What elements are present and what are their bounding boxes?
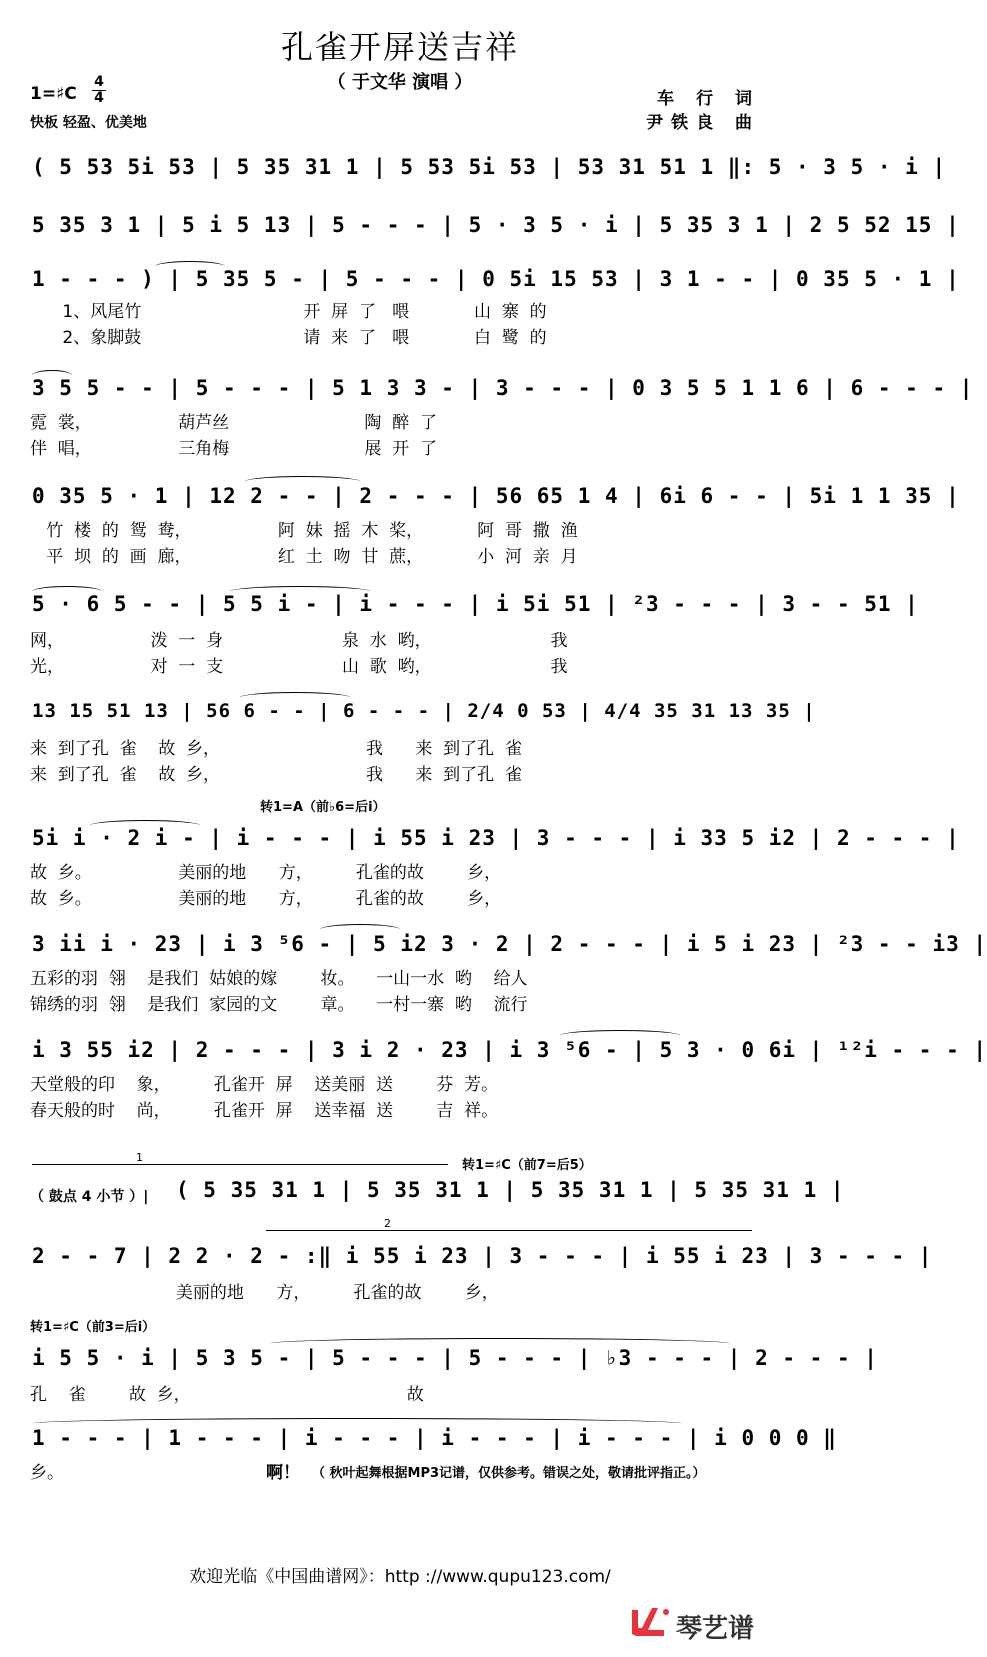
lyric-verse-1: 竹 楼 的 鸳 鸯， 阿 妹 摇 木 桨， 阿 哥 撒 渔 <box>30 521 578 541</box>
lyric-verse-1: 网， 泼 一 身 泉 水 哟， 我 <box>30 631 568 651</box>
time-bottom: 4 <box>94 90 104 106</box>
lyric-line: 美丽的地 方， 孔雀的故 乡， <box>30 1283 499 1303</box>
lyric-verse-2: 春天般的时 尚， 孔雀开 屏 送幸福 送 吉 祥。 <box>30 1101 499 1121</box>
time-top: 4 <box>94 74 104 90</box>
notes-line: ( 5 53 5i 53 | 5 35 31 1 | 5 53 5i 53 | 53 31 51 1 ‖: 5 · 3 5 · i | <box>32 155 947 179</box>
exclamation: 啊！ <box>266 1463 300 1483</box>
notes-line: 3 5 5 - - | 5 - - - | 5 1 3 3 - | 3 - - - | 0 3 5 5 1 1 6 | 6 - - - | <box>32 376 974 400</box>
notes-line: 1 - - - | 1 - - - | i - - - | i - - - | i - - - | i 0 0 0 ‖ <box>32 1426 837 1450</box>
notes-line: i 5 5 · i | 5 3 5 - | 5 - - - | 5 - - - | ♭3 - - - | 2 - - - | <box>32 1346 878 1370</box>
notes-line: i 3 55 i2 | 2 - - - | 3 i 2 · 23 | i 3 ⁵6 - | 5 3 · 0 6i | ¹²i - - - | <box>32 1038 987 1062</box>
lyric-verse-1: 霓 裳， 葫芦丝 陶 醉 了 <box>30 413 437 433</box>
modulation-note: 转1=♯C（前7=后5） <box>462 1158 592 1173</box>
lyric-verse-2: 平 坝 的 画 廊， 红 土 吻 甘 蔗， 小 河 亲 月 <box>30 547 578 567</box>
modulation-note: 转1=♯C（前3=后i） <box>30 1320 156 1335</box>
notes-line: 5 · 6 5 - - | 5 5 i - | i - - - | i 5i 51 | ²3 - - - | 3 - - 51 | <box>32 592 919 616</box>
lyric-verse-2: 锦绣的羽 翎 是我们 家园的文 章。 一村一寨 哟 流行 <box>30 995 528 1015</box>
lyric-verse-1: 故 乡。 美丽的地 方， 孔雀的故 乡， <box>30 863 502 883</box>
notes-line: 5 35 3 1 | 5 i 5 13 | 5 - - - | 5 · 3 5 · i | 5 35 3 1 | 2 5 52 15 | <box>32 213 960 237</box>
transcription-remark: （ 秋叶起舞根据MP3记谱，仅供参考。错误之处，敬请批评指正。） <box>312 1466 706 1481</box>
lyricist: 车 行 词 <box>657 89 760 109</box>
lyric-verse-1: 天堂般的印 象， 孔雀开 屏 送美丽 送 芬 芳。 <box>30 1075 499 1095</box>
notes-line: 0 35 5 · 1 | 12 2 - - | 2 - - - | 56 65 1 4 | 6i 6 - - | 5i 1 1 35 | <box>32 484 960 508</box>
lyric-verse-2: 来 到了孔 雀 故 乡， 我 来 到了孔 雀 <box>30 765 522 785</box>
lyric-verse-2: 故 乡。 美丽的地 方， 孔雀的故 乡， <box>30 889 502 909</box>
performer: （ 于文华 演唱 ） <box>327 72 473 93</box>
drum-interlude: （ 鼓点 4 小节 ）| <box>30 1189 149 1205</box>
song-title: 孔雀开屏送吉祥 <box>280 28 519 66</box>
key-signature: 1=♯C <box>30 84 77 104</box>
modulation-note: 转1=A（前♭6=后i） <box>260 800 386 815</box>
notes-line: 3 ii i · 23 | i 3 ⁵6 - | 5 i2 3 · 2 | 2 - - - | i 5 i 23 | ²3 - - i3 | <box>32 932 987 956</box>
lyric-verse-1: 来 到了孔 雀 故 乡， 我 来 到了孔 雀 <box>30 739 522 759</box>
lyric-verse-1: 1、风尾竹 开 屏 了 喂 山 寨 的 <box>30 302 547 322</box>
lyric-line: 乡。 <box>30 1463 64 1483</box>
notes-line: 5i i · 2 i - | i - - - | i 55 i 23 | 3 - - - | i 33 5 i2 | 2 - - - | <box>32 826 960 850</box>
site-footer: 欢迎光临《中国曲谱网》：http ://www.qupu123.com/ <box>189 1567 611 1587</box>
lyric-line: 孔 雀 故 乡， 故 <box>30 1385 424 1405</box>
lyric-verse-2: 2、象脚鼓 请 来 了 喂 白 鹭 的 <box>30 328 547 348</box>
lyric-verse-2: 伴 唱， 三角梅 展 开 了 <box>30 439 437 459</box>
lyric-verse-2: 光， 对 一 支 山 歌 哟， 我 <box>30 657 568 677</box>
volta-bracket-1 <box>32 1151 448 1165</box>
logo-text: 琴艺谱 <box>676 1614 755 1644</box>
volta-number: 2 <box>384 1217 391 1230</box>
composer: 尹铁良 曲 <box>646 113 760 133</box>
qinyipu-logo-icon <box>628 1602 672 1640</box>
lyric-verse-1: 五彩的羽 翎 是我们 姑娘的嫁 妆。 一山一水 哟 给人 <box>30 969 528 989</box>
tempo-marking: 快板 轻盈、优美地 <box>30 115 147 131</box>
notes-line: 2 - - 7 | 2 2 · 2 - :‖ i 55 i 23 | 3 - - - | i 55 i 23 | 3 - - - | <box>32 1244 933 1268</box>
volta-bracket-2 <box>266 1217 752 1231</box>
notes-line: 13 15 51 13 | 56 6 - - | 6 - - - | 2/4 0 53 | 4/4 35 31 13 35 | <box>32 700 816 722</box>
qinyipu-logo <box>628 1602 778 1642</box>
notes-line: 1 - - - ) | 5 35 5 - | 5 - - - | 0 5i 15 53 | 3 1 - - | 0 35 5 · 1 | <box>32 267 960 291</box>
volta-number: 1 <box>136 1151 143 1164</box>
notes-line: ( 5 35 31 1 | 5 35 31 1 | 5 35 31 1 | 5 35 31 1 | <box>176 1178 845 1202</box>
time-signature <box>92 75 106 106</box>
